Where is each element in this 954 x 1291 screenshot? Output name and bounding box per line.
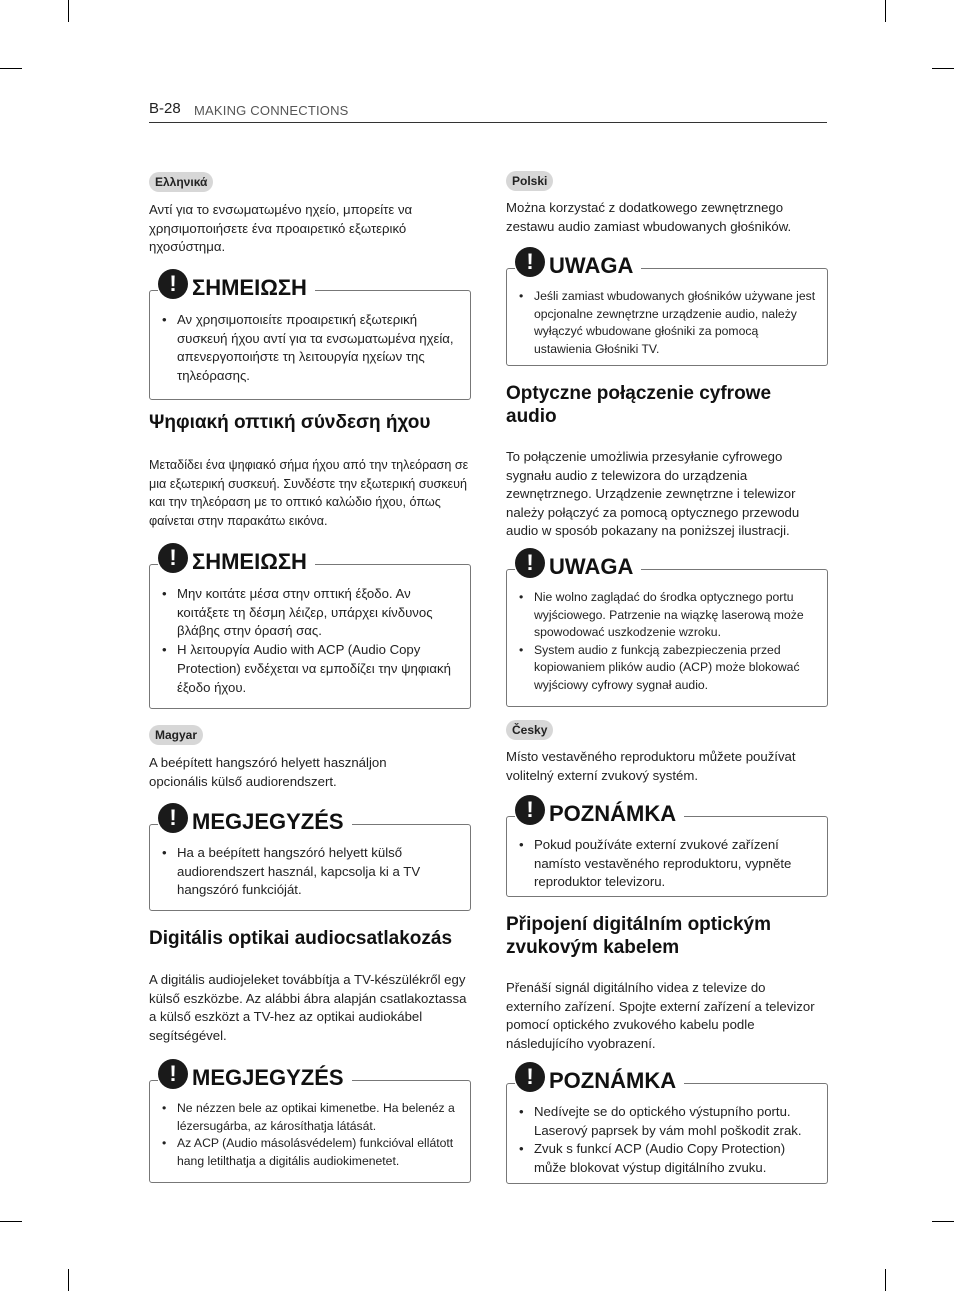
crop-mark bbox=[885, 1269, 886, 1291]
exclamation-icon: ! bbox=[158, 1059, 188, 1089]
note-title: POZNÁMKA bbox=[549, 801, 677, 826]
note-list bbox=[519, 836, 817, 892]
note-header bbox=[515, 1062, 684, 1094]
language-badge-polish: Polski bbox=[506, 171, 553, 191]
polish-intro: Można korzystać z dodatkowego zewnętrznego zestawu audio zamiast wbudowanych głośników. bbox=[506, 200, 792, 234]
note-item: • Ne nézzen bele az optikai kimenetbe. Ha belenéz a lézersugárba, az károsíthatja látását. bbox=[162, 1100, 460, 1135]
hungarian-note-2 bbox=[149, 1061, 471, 1183]
page-header bbox=[149, 100, 827, 123]
note-header bbox=[515, 795, 684, 827]
czech-heading: Připojení digitálním optickým zvukovým kabelem bbox=[506, 914, 771, 958]
note-item: • Zvuk s funkcí ACP (Audio Copy Protection) může blokovat výstup digitálního zvuku. bbox=[519, 1140, 817, 1177]
crop-mark bbox=[68, 0, 69, 22]
hungarian-heading: Digitális optikai audiocsatlakozás bbox=[149, 928, 453, 949]
page-number: B-28 bbox=[149, 100, 181, 117]
section-title: MAKING CONNECTIONS bbox=[194, 103, 349, 118]
language-badge-greek: Ελληνικά bbox=[149, 172, 213, 192]
note-item: • Αν χρησιμοποιείτε προαιρετική εξωτερική συσκευή ήχου αντί για τα ενσωματωμένα ηχεία, απενεργοποιήστε τη λειτουργία ηχείων της τηλεόρασης. bbox=[162, 311, 460, 386]
note-title: UWAGA bbox=[549, 253, 634, 278]
crop-mark bbox=[932, 1221, 954, 1222]
note-header bbox=[515, 548, 641, 580]
note-item: • Jeśli zamiast wbudowanych głośników używane jest opcjonalne zewnętrzne urządzenie audio, należy wyłączyć wbudowane głośniki za pomocą ustawienia Głośniki TV. bbox=[519, 288, 817, 358]
hungarian-body: A digitális audiojeleket továbbítja a TV-készülékről egy külső eszközbe. Az alábbi ábra alapján csatlakoztassa a külső eszközt a TV-hez az optikai audiokábel segítségével. bbox=[149, 972, 467, 1043]
greek-body: Μεταδίδει ένα ψηφιακό σήμα ήχου από την τηλεόραση σε μια εξωτερική συσκευή. Συνδέστε την εξωτερική συσκευή και την τηλεόραση με το οπτικό καλώδιο ήχου, όπως φαίνεται στην παρακάτω εικόνα. bbox=[149, 458, 469, 528]
note-item: • System audio z funkcją zabezpieczenia przed kopiowaniem plików audio (ACP) może blokować wyjściowy cyfrowy sygnał audio. bbox=[519, 642, 817, 695]
note-header bbox=[515, 247, 641, 279]
note-title: MEGJEGYZÉS bbox=[192, 1065, 344, 1090]
exclamation-icon: ! bbox=[515, 548, 545, 578]
note-header bbox=[158, 1059, 352, 1091]
exclamation-icon: ! bbox=[158, 803, 188, 833]
greek-note-1 bbox=[149, 271, 471, 400]
note-item: • Ha a beépített hangszóró helyett külső audiorendszert használ, kapcsolja ki a TV hangszóró funkcióját. bbox=[162, 844, 460, 900]
note-item: • Nedívejte se do optického výstupního portu. Laserový paprsek by vám mohl poškodit zrak. bbox=[519, 1103, 817, 1140]
czech-note-1 bbox=[506, 797, 828, 897]
polish-heading: Optyczne połączenie cyfrowe audio bbox=[506, 383, 772, 427]
note-list bbox=[519, 1103, 817, 1178]
czech-note-2 bbox=[506, 1064, 828, 1184]
note-item: • Μην κοιτάτε μέσα στην οπτική έξοδο. Αν κοιτάξετε τη δέσμη λέιζερ, υπάρχει κίνδυνος βλάβης στην όρασή σας. bbox=[162, 585, 460, 641]
note-list bbox=[162, 311, 460, 386]
exclamation-icon: ! bbox=[158, 543, 188, 573]
note-title: POZNÁMKA bbox=[549, 1068, 677, 1093]
note-list bbox=[162, 844, 460, 900]
greek-heading: Ψηφιακή οπτική σύνδεση ήχου bbox=[149, 412, 431, 433]
language-badge-czech: Česky bbox=[506, 720, 553, 740]
note-list bbox=[519, 589, 817, 694]
polish-body: To połączenie umożliwia przesyłanie cyfrowego sygnału audio z telewizora do urządzenia zewnętrznego. Urządzenie zewnętrzne i telewizor należy połączyć za pomocą optycznego przewodu audio w sposób pokazany na poniższej ilustracji. bbox=[506, 449, 800, 538]
exclamation-icon: ! bbox=[158, 269, 188, 299]
crop-mark bbox=[0, 68, 22, 69]
note-list bbox=[519, 288, 817, 358]
polish-note-1 bbox=[506, 249, 828, 366]
language-badge-hungarian: Magyar bbox=[149, 725, 203, 745]
crop-mark bbox=[932, 68, 954, 69]
note-header bbox=[158, 803, 352, 835]
note-header bbox=[158, 543, 315, 575]
note-title: ΣΗΜΕΙΩΣΗ bbox=[192, 275, 307, 300]
crop-mark bbox=[0, 1221, 22, 1222]
note-item: • Az ACP (Audio másolásvédelem) funkcióval ellátott hang letilthatja a digitális audiokimenetet. bbox=[162, 1135, 460, 1170]
note-title: UWAGA bbox=[549, 554, 634, 579]
note-list bbox=[162, 1100, 460, 1170]
hungarian-intro: A beépített hangszóró helyett használjon opcionális külső audiorendszert. bbox=[149, 755, 387, 789]
czech-intro: Místo vestavěného reproduktoru můžete používat volitelný externí zvukový systém. bbox=[506, 749, 796, 783]
note-title: ΣΗΜΕΙΩΣΗ bbox=[192, 549, 307, 574]
greek-intro: Αντί για το ενσωματωμένο ηχείο, μπορείτε να χρησιμοποιήσετε ένα προαιρετικό εξωτερικό ηχοσύστημα. bbox=[149, 202, 413, 254]
note-title: MEGJEGYZÉS bbox=[192, 809, 344, 834]
note-list bbox=[162, 585, 460, 697]
note-header bbox=[158, 269, 315, 301]
exclamation-icon: ! bbox=[515, 795, 545, 825]
czech-body: Přenáší signál digitálního videa z televize do externího zařízení. Spojte externí zařízení a televizor pomocí optického zvukového kabelu podle následujícího vyobrazení. bbox=[506, 980, 815, 1051]
exclamation-icon: ! bbox=[515, 247, 545, 277]
note-item: • Nie wolno zaglądać do środka optycznego portu wyjściowego. Patrzenie na wiązkę laserową może spowodować uszkodzenie wzroku. bbox=[519, 589, 817, 642]
exclamation-icon: ! bbox=[515, 1062, 545, 1092]
note-item: • Η λειτουργία Audio with ACP (Audio Copy Protection) ενδέχεται να εμποδίζει την ψηφιακή έξοδο ήχου. bbox=[162, 641, 460, 697]
polish-note-2 bbox=[506, 550, 828, 707]
hungarian-note-1 bbox=[149, 805, 471, 911]
crop-mark bbox=[885, 0, 886, 22]
greek-note-2 bbox=[149, 545, 471, 709]
crop-mark bbox=[68, 1269, 69, 1291]
note-item: • Pokud používáte externí zvukové zařízení namísto vestavěného reproduktoru, vypněte reproduktor televizoru. bbox=[519, 836, 817, 892]
